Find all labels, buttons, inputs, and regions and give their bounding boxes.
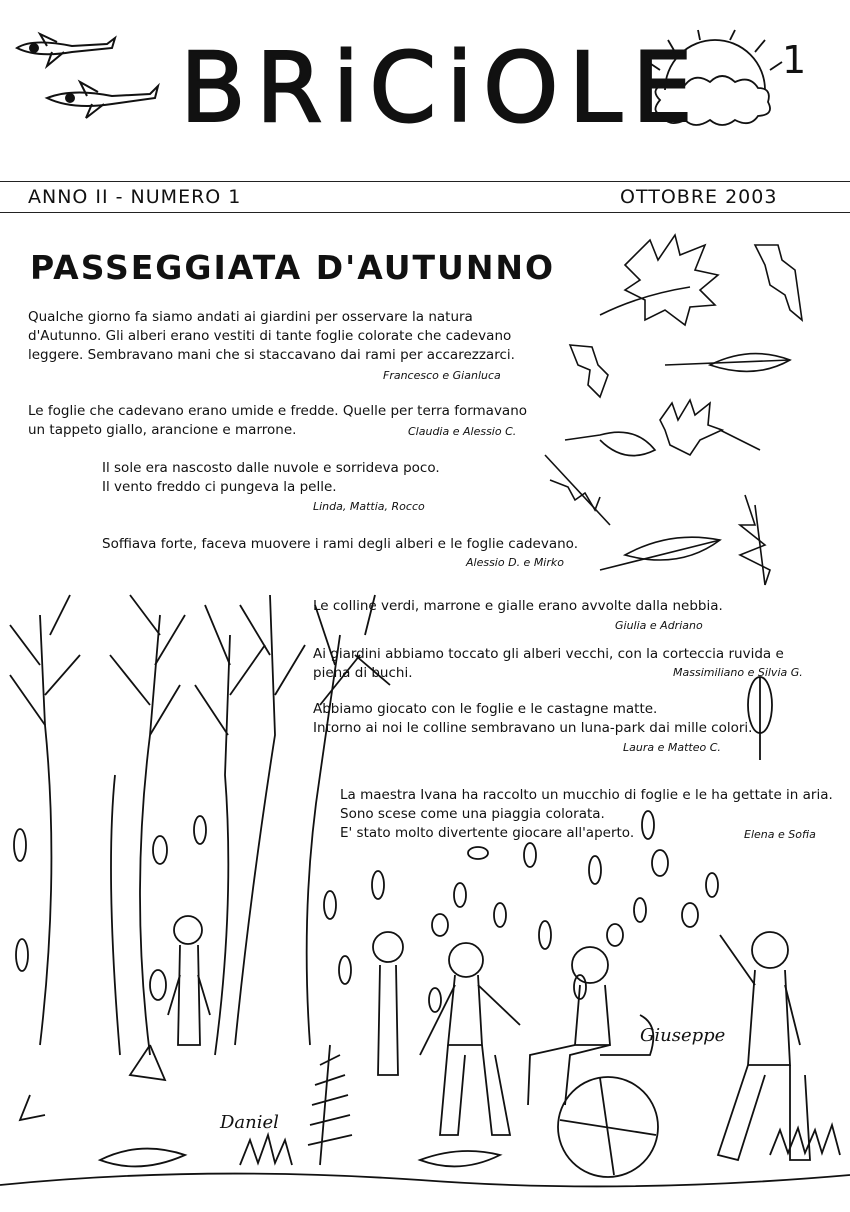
paragraph-4: [102, 535, 582, 554]
masthead-title: BRiCiOLE: [180, 32, 703, 144]
author-signature: Francesco e Gianluca: [383, 369, 501, 382]
sun-cloud-icon: [640, 30, 790, 140]
divider-top: [0, 181, 850, 182]
paragraph-line: Abbiamo giocato con le foglie e le castagne matte.: [313, 701, 658, 717]
issue-volume: ANNO II - NUMERO 1: [28, 186, 242, 208]
paragraph-line: Ai giardini abbiamo toccato gli alberi vecchi, con la corteccia ruvida e: [313, 646, 784, 662]
author-signature: Alessio D. e Mirko: [466, 556, 564, 569]
issue-date: OTTOBRE 2003: [620, 186, 778, 208]
author-signature: Elena e Sofia: [744, 828, 816, 841]
paragraph-line: Il sole era nascosto dalle nuvole e sorrideva poco.: [102, 460, 440, 476]
divider-bottom: [0, 212, 850, 213]
paragraph-line: Qualche giorno fa siamo andati ai giardini per osservare la natura: [28, 309, 473, 325]
airplane-icon: [12, 28, 152, 118]
paragraph-line: piena di buchi.: [313, 665, 413, 681]
masthead: [0, 0, 850, 175]
paragraph-line: Soffiava forte, faceva muovere i rami degli alberi e le foglie cadevano.: [102, 536, 578, 552]
author-signature: Claudia e Alessio C.: [408, 425, 517, 438]
paragraph-line: un tappeto giallo, arancione e marrone.: [28, 422, 297, 438]
author-signature: Laura e Matteo C.: [623, 741, 721, 754]
signature-giuseppe: Giuseppe: [640, 1025, 726, 1046]
author-signature: Linda, Mattia, Rocco: [313, 500, 425, 513]
autumn-scene-illustration: [0, 575, 850, 1205]
headline: PASSEGGIATA D'AUTUNNO: [30, 248, 556, 287]
paragraph-line: La maestra Ivana ha raccolto un mucchio di foglie e le ha gettate in aria.: [340, 787, 833, 803]
author-signature: Giulia e Adriano: [615, 619, 703, 632]
paragraph-line: Le colline verdi, marrone e gialle erano avvolte dalla nebbia.: [313, 598, 723, 614]
paragraph-line: E' stato molto divertente giocare all'aperto.: [340, 825, 635, 841]
paragraph-3: [102, 459, 462, 497]
signature-daniel: Daniel: [220, 1112, 279, 1133]
paragraph-line: Sono scese come una piaggia colorata.: [340, 806, 605, 822]
paragraph-line: Il vento freddo ci pungeva la pelle.: [102, 479, 337, 495]
author-signature: Massimiliano e Silvia G.: [673, 666, 803, 679]
paragraph-line: leggere. Sembravano mani che si staccavano dai rami per accarezzarci.: [28, 347, 515, 363]
falling-leaves-illustration: [540, 225, 840, 605]
paragraph-line: Intorno ai noi le colline sembravano un luna-park dai mille colori.: [313, 720, 753, 736]
paragraph-line: d'Autunno. Gli alberi erano vestiti di tante foglie colorate che cadevano: [28, 328, 512, 344]
paragraph-1: [28, 308, 528, 365]
issue-number: 1: [782, 38, 807, 82]
paragraph-line: Le foglie che cadevano erano umide e fredde. Quelle per terra formavano: [28, 403, 528, 419]
